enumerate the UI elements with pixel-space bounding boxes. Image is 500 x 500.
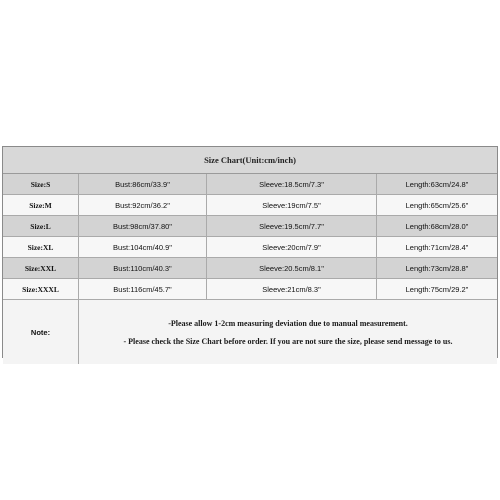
length-cell: Length:75cm/29.2" [405, 284, 469, 294]
sleeve-cell: Sleeve:20.5cm/8.1" [207, 258, 377, 278]
length-cell: Length:73cm/28.8" [405, 263, 469, 273]
table-row [3, 174, 497, 195]
note-label: Note: [3, 300, 79, 364]
size-cell: Size:M [3, 195, 79, 215]
table-row [3, 258, 497, 279]
size-cell: Size:XXXL [3, 279, 79, 299]
sleeve-cell: Sleeve:19cm/7.5" [207, 195, 377, 215]
length-cell: Length:71cm/28.4" [405, 242, 469, 252]
bust-cell: Bust:116cm/45.7" [79, 279, 207, 299]
bust-cell: Bust:86cm/33.9" [79, 174, 207, 194]
table-row [3, 279, 497, 300]
table-row [3, 237, 497, 258]
sleeve-cell: Sleeve:19.5cm/7.7" [207, 216, 377, 236]
sleeve-cell: Sleeve:20cm/7.9" [207, 237, 377, 257]
bust-cell: Bust:104cm/40.9" [79, 237, 207, 257]
size-chart-title: Size Chart(Unit:cm/inch) [3, 147, 497, 174]
length-cell: Length:63cm/24.8" [405, 179, 469, 189]
bust-cell: Bust:110cm/40.3" [79, 258, 207, 278]
size-cell: Size:XL [3, 237, 79, 257]
size-chart-table [2, 146, 498, 358]
note-row [3, 300, 497, 364]
bust-cell: Bust:98cm/37.80" [79, 216, 207, 236]
table-row [3, 216, 497, 237]
sleeve-cell: Sleeve:21cm/8.3" [207, 279, 377, 299]
size-cell: Size:S [3, 174, 79, 194]
size-cell: Size:XXL [3, 258, 79, 278]
length-cell: Length:68cm/28.0" [405, 221, 469, 231]
bust-cell: Bust:92cm/36.2" [79, 195, 207, 215]
length-cell: Length:65cm/25.6" [405, 200, 469, 210]
sleeve-cell: Sleeve:18.5cm/7.3" [207, 174, 377, 194]
note-line-check-chart: - Please check the Size Chart before order. If you are not sure the size, please send message to us. [123, 336, 453, 346]
size-cell: Size:L [3, 216, 79, 236]
note-body [79, 300, 497, 364]
note-line-deviation: -Please allow 1-2cm measuring deviation due to manual measurement. [168, 318, 408, 328]
table-row [3, 195, 497, 216]
